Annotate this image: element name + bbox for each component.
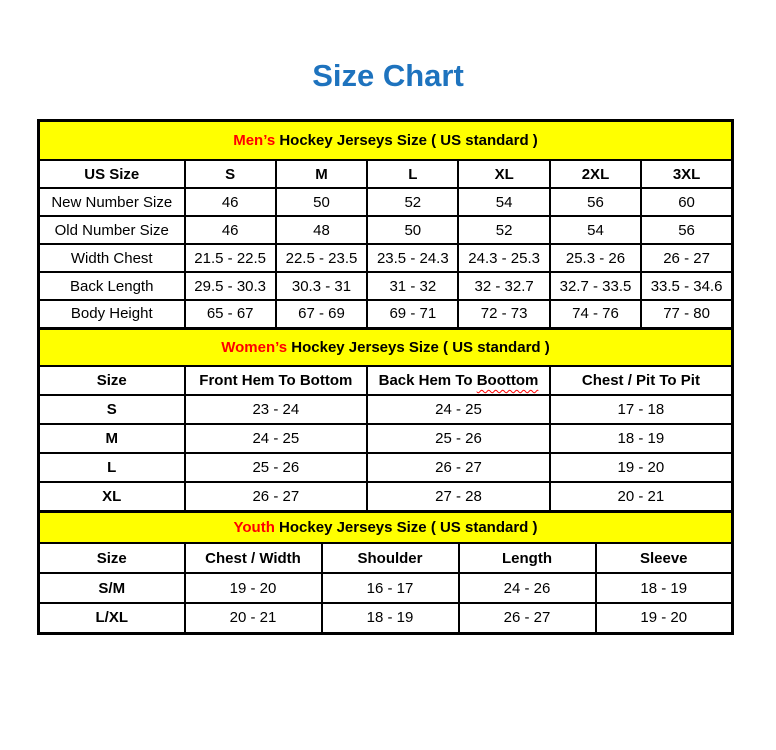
size-value: 27 - 28 bbox=[367, 482, 550, 511]
size-value: 48 bbox=[276, 216, 367, 244]
size-table-womens bbox=[37, 327, 734, 513]
banner-highlight-word: Youth bbox=[233, 518, 275, 536]
banner-text: Hockey Jerseys Size ( US standard ) bbox=[274, 518, 538, 536]
column-header: 2XL bbox=[550, 160, 641, 188]
column-header: L bbox=[367, 160, 458, 188]
table-row bbox=[39, 424, 733, 453]
size-value: 26 - 27 bbox=[185, 482, 368, 511]
size-value: 25 - 26 bbox=[185, 453, 368, 482]
size-value: 19 - 20 bbox=[596, 603, 733, 633]
size-value: 24.3 - 25.3 bbox=[458, 244, 549, 272]
column-header: Chest / Width bbox=[185, 543, 322, 573]
size-value: 18 - 19 bbox=[322, 603, 459, 633]
table-banner bbox=[39, 120, 733, 160]
size-value: 77 - 80 bbox=[641, 300, 732, 328]
table-row bbox=[39, 244, 733, 272]
size-value: 31 - 32 bbox=[367, 272, 458, 300]
size-value: 54 bbox=[458, 188, 549, 216]
size-value: 17 - 18 bbox=[550, 395, 733, 424]
size-value: 69 - 71 bbox=[367, 300, 458, 328]
table-row bbox=[39, 272, 733, 300]
size-value: 46 bbox=[185, 188, 276, 216]
size-value: 65 - 67 bbox=[185, 300, 276, 328]
row-label: Width Chest bbox=[39, 244, 185, 272]
size-value: 32.7 - 33.5 bbox=[550, 272, 641, 300]
size-value: 19 - 20 bbox=[185, 573, 322, 603]
row-label: New Number Size bbox=[39, 188, 185, 216]
size-value: 54 bbox=[550, 216, 641, 244]
column-header: Size bbox=[39, 366, 185, 395]
column-header: Size bbox=[39, 543, 185, 573]
size-value: 22.5 - 23.5 bbox=[276, 244, 367, 272]
size-value: 26 - 27 bbox=[641, 244, 732, 272]
size-value: 52 bbox=[458, 216, 549, 244]
banner-text: Hockey Jerseys Size ( US standard ) bbox=[275, 131, 538, 149]
table-row bbox=[39, 188, 733, 216]
misspelled-word: Boottom bbox=[476, 372, 539, 390]
size-table-youth bbox=[37, 510, 734, 635]
table-row bbox=[39, 395, 733, 424]
size-value: 56 bbox=[550, 188, 641, 216]
size-value: 33.5 - 34.6 bbox=[641, 272, 732, 300]
column-header: Sleeve bbox=[596, 543, 733, 573]
column-header: Front Hem To Bottom bbox=[185, 366, 368, 395]
row-label: M bbox=[39, 424, 185, 453]
size-value: 18 - 19 bbox=[550, 424, 733, 453]
table-banner bbox=[39, 328, 733, 366]
table-banner bbox=[39, 511, 733, 543]
size-value: 20 - 21 bbox=[550, 482, 733, 511]
size-value: 29.5 - 30.3 bbox=[185, 272, 276, 300]
page-title: Size Chart bbox=[312, 58, 464, 93]
size-value: 46 bbox=[185, 216, 276, 244]
size-table-mens bbox=[37, 119, 734, 330]
size-value: 72 - 73 bbox=[458, 300, 549, 328]
size-value: 21.5 - 22.5 bbox=[185, 244, 276, 272]
row-label: S bbox=[39, 395, 185, 424]
table-row bbox=[39, 603, 733, 633]
column-header: Shoulder bbox=[322, 543, 459, 573]
size-value: 26 - 27 bbox=[459, 603, 596, 633]
column-header: M bbox=[276, 160, 367, 188]
column-header: S bbox=[185, 160, 276, 188]
size-value: 24 - 25 bbox=[185, 424, 368, 453]
size-value: 24 - 26 bbox=[459, 573, 596, 603]
size-value: 50 bbox=[367, 216, 458, 244]
size-value: 60 bbox=[641, 188, 732, 216]
size-value: 23 - 24 bbox=[185, 395, 368, 424]
size-value: 32 - 32.7 bbox=[458, 272, 549, 300]
size-chart-page bbox=[0, 58, 776, 635]
size-value: 52 bbox=[367, 188, 458, 216]
size-value: 56 bbox=[641, 216, 732, 244]
table-row bbox=[39, 216, 733, 244]
banner-highlight-word: Men’s bbox=[233, 131, 276, 149]
size-value: 30.3 - 31 bbox=[276, 272, 367, 300]
size-value: 20 - 21 bbox=[185, 603, 322, 633]
size-value: 25.3 - 26 bbox=[550, 244, 641, 272]
table-row bbox=[39, 300, 733, 328]
row-label: Old Number Size bbox=[39, 216, 185, 244]
table-row bbox=[39, 573, 733, 603]
row-label: L bbox=[39, 453, 185, 482]
size-value: 23.5 - 24.3 bbox=[367, 244, 458, 272]
table-row bbox=[39, 482, 733, 511]
banner-highlight-word: Women’s bbox=[221, 338, 288, 356]
youth-size-table-section bbox=[37, 510, 734, 635]
row-label: Back Length bbox=[39, 272, 185, 300]
column-header: XL bbox=[458, 160, 549, 188]
column-header: 3XL bbox=[641, 160, 732, 188]
banner-text: Hockey Jerseys Size ( US standard ) bbox=[287, 338, 550, 356]
size-value: 16 - 17 bbox=[322, 573, 459, 603]
column-header-text: Back Hem To bbox=[378, 372, 477, 390]
column-header: Length bbox=[459, 543, 596, 573]
table-row bbox=[39, 453, 733, 482]
size-value: 18 - 19 bbox=[596, 573, 733, 603]
size-value: 50 bbox=[276, 188, 367, 216]
row-label: L/XL bbox=[39, 603, 185, 633]
mens-size-table-section bbox=[37, 119, 734, 330]
column-header bbox=[367, 366, 550, 395]
row-label: S/M bbox=[39, 573, 185, 603]
size-value: 25 - 26 bbox=[367, 424, 550, 453]
row-label: XL bbox=[39, 482, 185, 511]
size-value: 74 - 76 bbox=[550, 300, 641, 328]
column-header: US Size bbox=[39, 160, 185, 188]
row-label: Body Height bbox=[39, 300, 185, 328]
size-value: 19 - 20 bbox=[550, 453, 733, 482]
size-tables-container bbox=[37, 119, 734, 635]
size-value: 26 - 27 bbox=[367, 453, 550, 482]
size-value: 24 - 25 bbox=[367, 395, 550, 424]
size-value: 67 - 69 bbox=[276, 300, 367, 328]
womens-size-table-section bbox=[37, 327, 734, 513]
column-header: Chest / Pit To Pit bbox=[550, 366, 733, 395]
